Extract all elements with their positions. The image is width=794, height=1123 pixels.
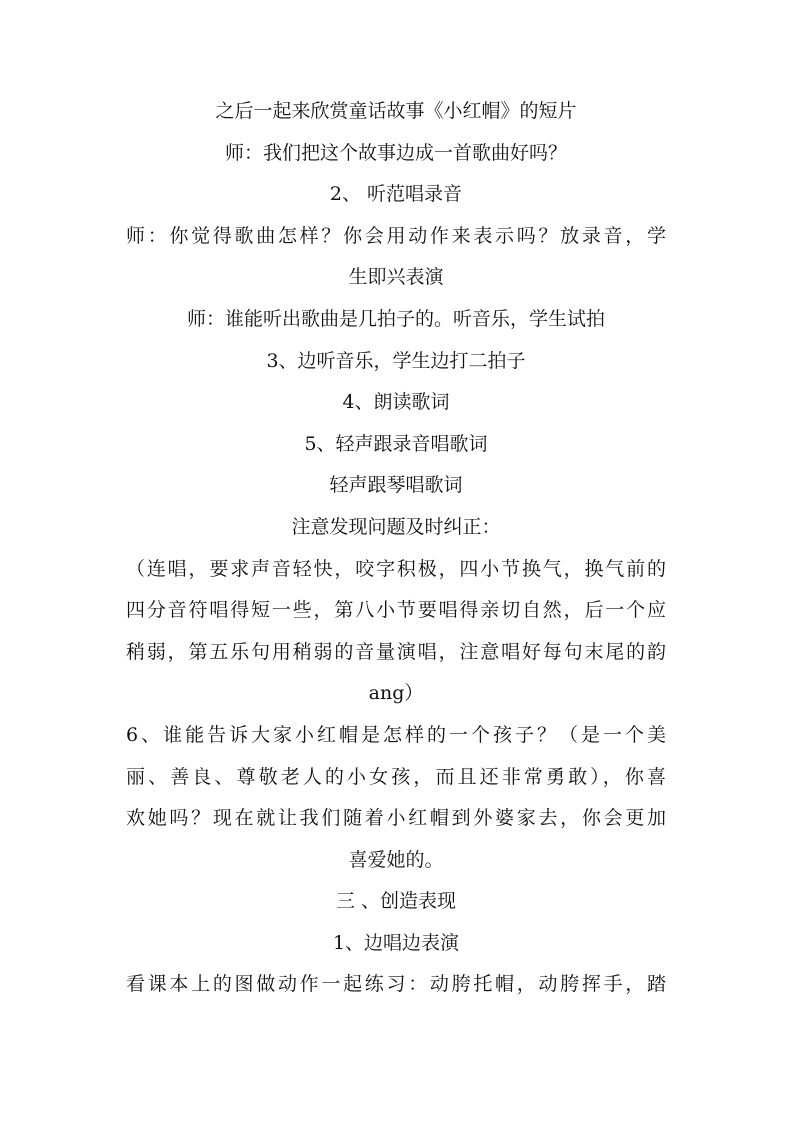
document-body — [126, 91, 666, 1006]
text-line: 注意发现问题及时纠正： — [291, 515, 501, 538]
text-line: 5、轻声跟录音唱歌词 — [304, 432, 488, 455]
text-line: 看课本上的图做动作一起练习：动胯托帽，动胯挥手，踏 — [126, 973, 666, 996]
text-line: 喜爱她的。 — [348, 848, 444, 871]
text-line: 四分音符唱得短一些，第八小节要唱得亲切自然，后一个应 — [126, 599, 666, 622]
text-line: 6、谁能告诉大家小红帽是怎样的一个孩子？（是一个美 — [126, 723, 666, 746]
text-line: 师：我们把这个故事边成一首歌曲好吗？ — [224, 141, 567, 164]
text-line: 稍弱，第五乐句用稍弱的音量演唱，注意唱好每句末尾的韵 — [126, 640, 666, 663]
text-line: 1、边唱边表演 — [332, 931, 460, 954]
text-line: 3、边听音乐，学生边打二拍子 — [266, 349, 526, 372]
text-line: 欢她吗？现在就让我们随着小红帽到外婆家去，你会更加 — [126, 807, 666, 830]
text-line: 师：你觉得歌曲怎样？你会用动作来表示吗？放录音，学 — [126, 224, 666, 247]
text-line: 之后一起来欣赏童话故事《小红帽》的短片 — [215, 100, 577, 122]
text-line: ang） — [368, 682, 424, 705]
text-line: 三 、创造表现 — [335, 890, 457, 913]
text-line: 2、 听范唱录音 — [329, 183, 463, 206]
text-line: 师：谁能听出歌曲是几拍子的。听音乐，学生试拍 — [186, 307, 605, 330]
text-line: 4、朗读歌词 — [342, 391, 450, 414]
text-line: （连唱，要求声音轻快，咬字积极，四小节换气，换气前的 — [126, 557, 666, 580]
text-line: 轻声跟琴唱歌词 — [329, 474, 463, 497]
text-line: 生即兴表演 — [348, 266, 444, 289]
text-line: 丽、善良、尊敬老人的小女孩，而且还非常勇敢），你喜 — [126, 765, 666, 788]
